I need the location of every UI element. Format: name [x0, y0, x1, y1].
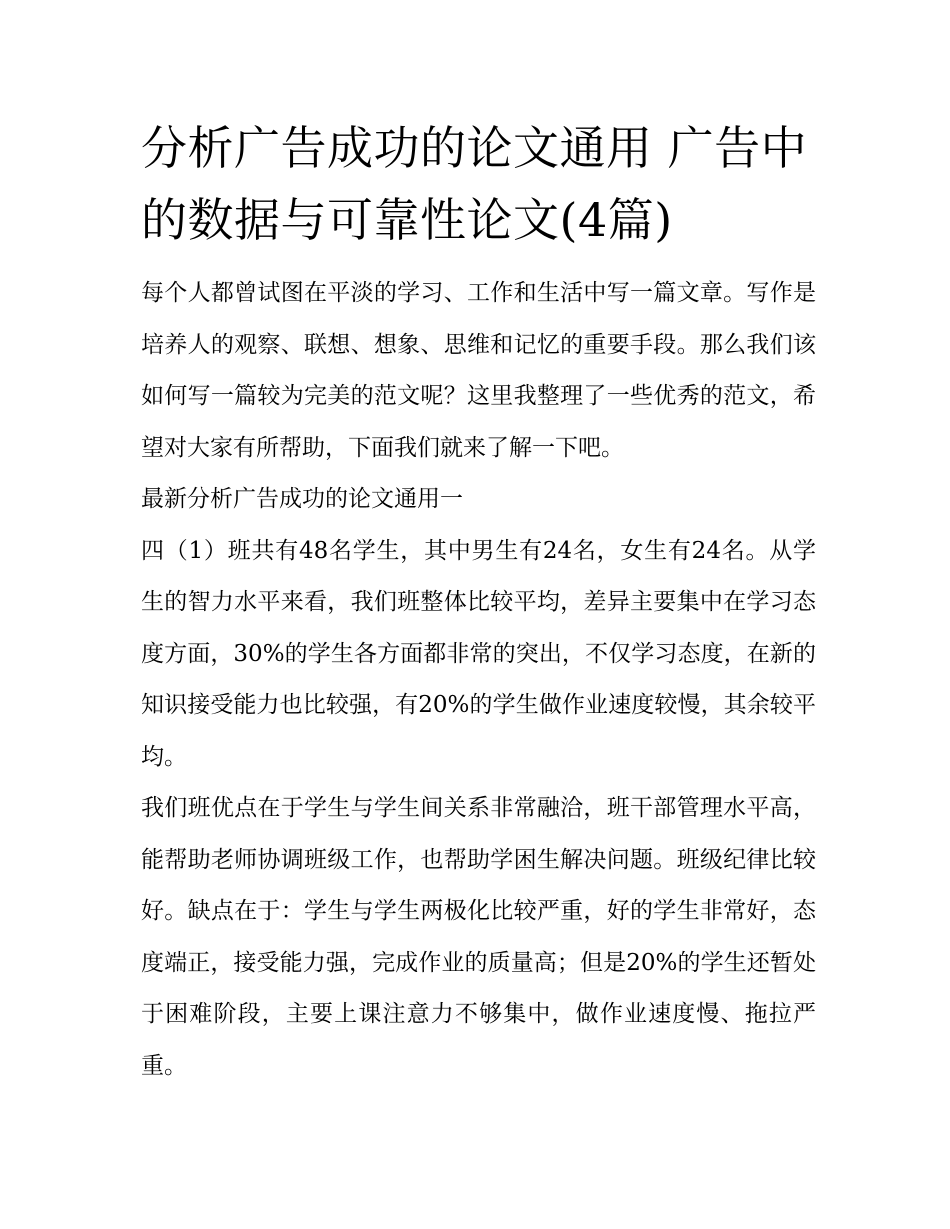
section-heading: 最新分析广告成功的论文通用一 [141, 486, 463, 512]
body-paragraph-class-overview: 四（1）班共有48名学生，其中男生有24名，女生有24名。从学生的智力水平来看，我们班整体比较平均，差异主要集中在学习态度方面，30%的学生各方面都非常的突出，不仅学习态度，在新的知识接受能力也比较强，有20%的学生做作业速度较慢，其余较平均。 [141, 537, 816, 770]
intro-paragraph: 每个人都曾试图在平淡的学习、工作和生活中写一篇文章。写作是培养人的观察、联想、想象、思维和记忆的重要手段。那么我们该如何写一篇较为完美的范文呢？这里我整理了一些优秀的范文，希望对大家有所帮助，下面我们就来了解一下吧。 [141, 280, 816, 461]
body-paragraph-strengths-weaknesses: 我们班优点在于学生与学生间关系非常融洽，班干部管理水平高，能帮助老师协调班级工作，也帮助学困生解决问题。班级纪律比较好。缺点在于：学生与学生两极化比较严重，好的学生非常好，态度端正，接受能力强，完成作业的质量高；但是20%的学生还暂处于困难阶段，主要上课注意力不够集中，做作业速度慢、拖拉严重。 [141, 795, 816, 1079]
document-title: 分析广告成功的论文通用 广告中的数据与可靠性论文(4篇) [141, 121, 808, 247]
document-page [141, 112, 816, 1092]
